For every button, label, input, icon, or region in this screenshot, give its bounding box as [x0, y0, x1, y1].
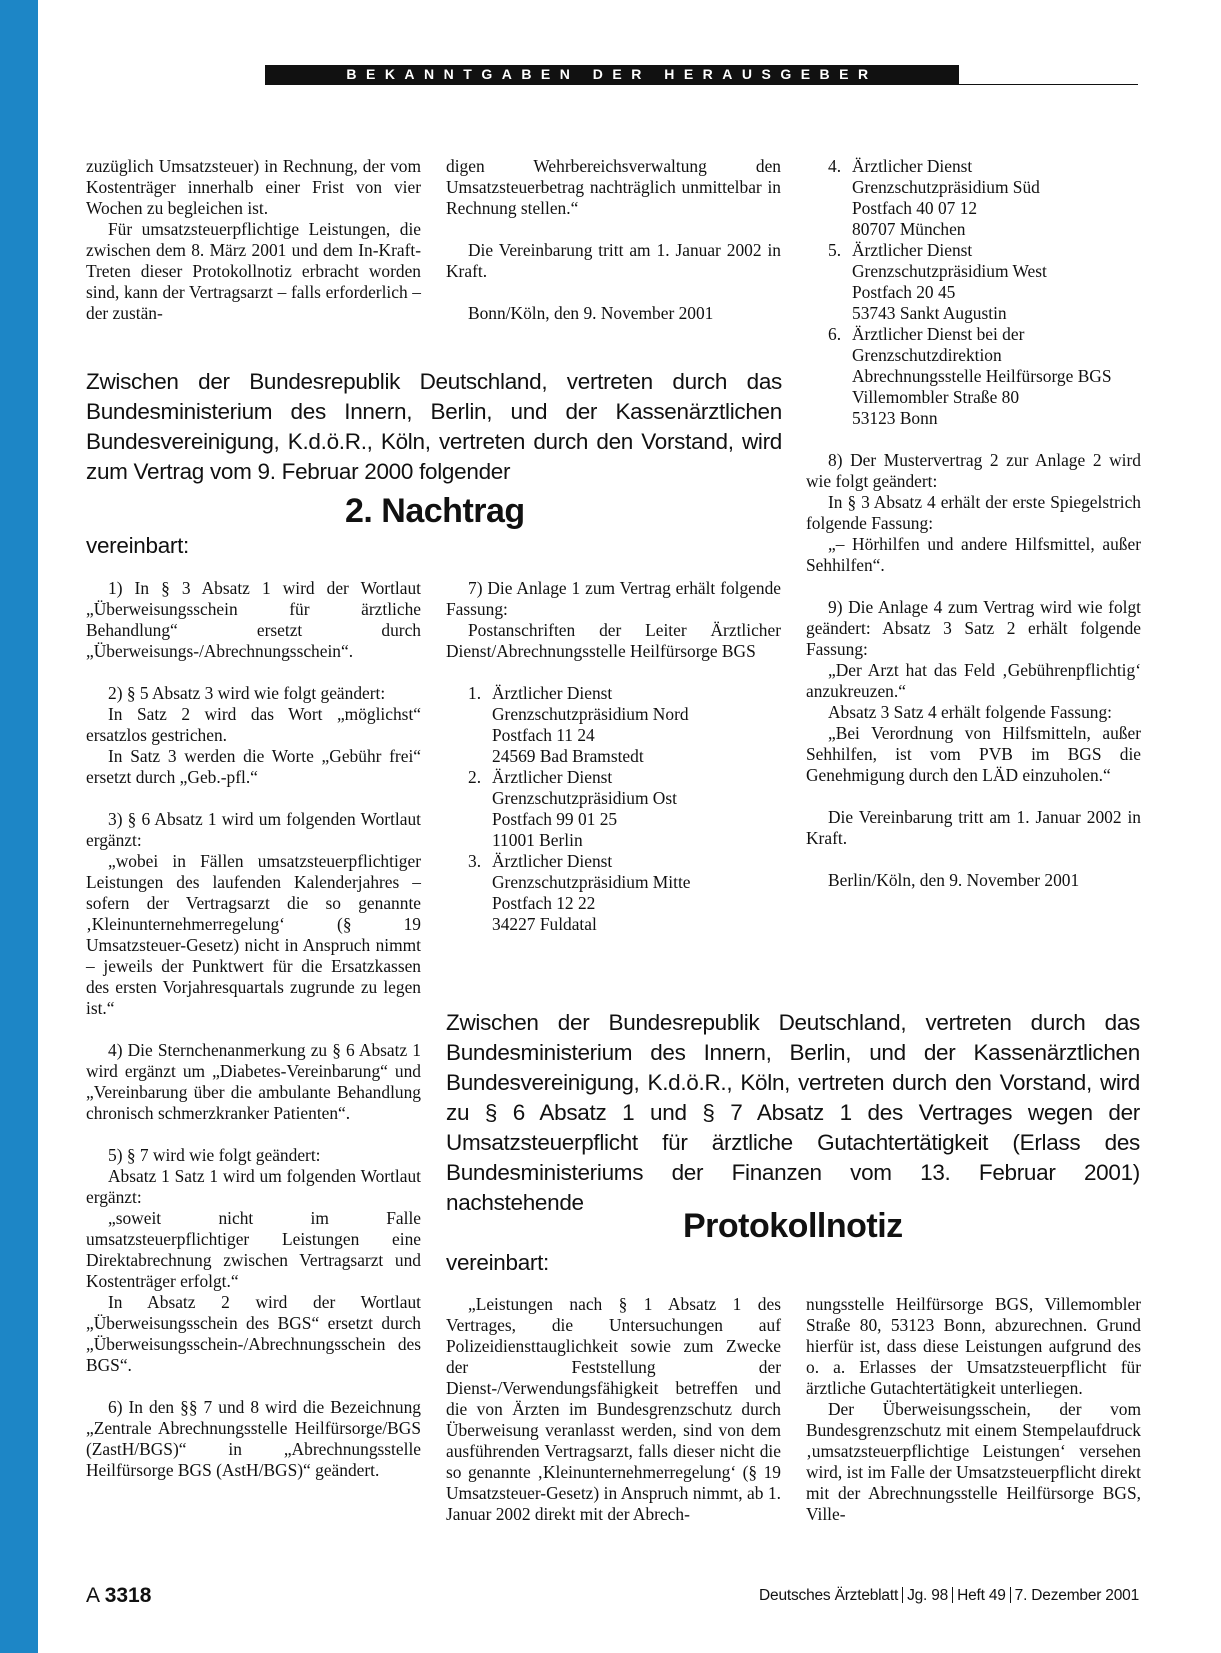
journal-footer: [759, 1587, 1139, 1605]
protokoll-column-2: [806, 1294, 1141, 1525]
paragraph: „– Hörhilfen und andere Hilfsmittel, außer Sehhilfen“.: [806, 534, 1141, 575]
paragraph: digen Wehrbereichsverwaltung den Umsatzsteuerbetrag nachträglich unmittelbar in Rechnung stellen.“: [446, 156, 781, 218]
nachtrag-title: 2. Nachtrag: [345, 492, 525, 530]
address-item: 4. Ärztlicher Dienst Grenzschutzpräsidium Süd Postfach 40 07 12 80707 München: [828, 156, 1040, 239]
nachtrag-column-1: [86, 578, 421, 1481]
paragraph: In Absatz 2 wird der Wortlaut „Überweisungsschein des BGS“ ersetzt durch „Überweisungsschein-/Abrechnungsschein des BGS“.: [86, 1292, 421, 1375]
nachtrag-column-3: [806, 156, 1141, 891]
paragraph: „wobei in Fällen umsatzsteuerpflichtiger Leistungen des laufenden Kalenderjahres – sofern der Vertragsarzt die so genannte ‚Kleinunternehmerregelung‘ (§ 19 Umsatzsteuer-Gesetz) nicht in Anspruch nimmt – jeweils der Punktwert für die Ersatzkassen des ersten Vorjahresquartals zugrunde zu legen ist.“: [86, 851, 421, 1018]
paragraph: 9) Die Anlage 4 zum Vertrag wird wie folgt geändert: Absatz 3 Satz 2 erhält folgende Fassung:: [806, 597, 1141, 659]
paragraph: Postanschriften der Leiter Ärztlicher Dienst/Abrechnungsstelle Heilfürsorge BGS: [446, 620, 781, 661]
paragraph: Der Überweisungsschein, der vom Bundesgrenzschutz mit einem Stempelaufdruck ‚umsatzsteuerpflichtige Leistungen‘ versehen wird, ist im Falle der Umsatzsteuerpflicht direkt mit der Abrechnungsstelle Heilfürsorge BGS, Ville-: [806, 1399, 1141, 1524]
paragraph: „Der Arzt hat das Feld ‚Gebührenpflichtig‘ anzukreuzen.“: [806, 660, 1141, 701]
issue-date: 7. Dezember 2001: [1014, 1587, 1139, 1604]
address-list: [446, 683, 781, 935]
top-column-1: [86, 156, 421, 324]
protokoll-vereinbart: vereinbart:: [446, 1250, 550, 1275]
address-item: 2. Ärztlicher Dienst Grenzschutzpräsidium Ost Postfach 99 01 25 11001 Berlin: [468, 767, 677, 850]
issue: Heft 49: [957, 1587, 1006, 1604]
nachtrag-column-2: [446, 578, 781, 935]
paragraph: In Satz 3 werden die Worte „Gebühr frei“ ersetzt durch „Geb.-pfl.“: [86, 746, 421, 787]
address-item: 3. Ärztlicher Dienst Grenzschutzpräsidium Mitte Postfach 12 22 34227 Fuldatal: [468, 851, 691, 934]
paragraph: 7) Die Anlage 1 zum Vertrag erhält folgende Fassung:: [446, 578, 781, 619]
page-number: A 3318: [86, 1584, 152, 1607]
protokoll-intro: Zwischen der Bundesrepublik Deutschland, vertreten durch das Bundesministerium des Innern, Berlin, und der Kassenärztlichen Bundesvereinigung, K.d.ö.R., Köln, vertreten durch den Vorstand, wird zu § 6 Absatz 1 und § 7 Absatz 1 des Vertrages wegen der Umsatzsteuerpflicht für ärztliche Gutachtertätigkeit (Erlass des Bundesministeriums der Finanzen vom 13. Februar 2001) nachstehende: [446, 1010, 1140, 1215]
top-column-2: [446, 156, 781, 324]
paragraph: Absatz 3 Satz 4 erhält folgende Fassung:: [828, 702, 1112, 722]
paragraph: 3) § 6 Absatz 1 wird um folgenden Wortlaut ergänzt:: [86, 809, 421, 850]
address-item: 1. Ärztlicher Dienst Grenzschutzpräsidium Nord Postfach 11 24 24569 Bad Bramstedt: [468, 683, 689, 766]
header-rule: [265, 84, 1138, 85]
paragraph: In Satz 2 wird das Wort „möglichst“ ersatzlos gestrichen.: [86, 704, 421, 745]
signature-line: Bonn/Köln, den 9. November 2001: [468, 303, 714, 323]
paragraph: Die Vereinbarung tritt am 1. Januar 2002 in Kraft.: [446, 240, 781, 281]
address-list: [806, 156, 1141, 429]
nachtrag-intro: Zwischen der Bundesrepublik Deutschland, vertreten durch das Bundesministerium des Innern, Berlin, und der Kassenärztlichen Bundesvereinigung, K.d.ö.R., Köln, vertreten durch den Vorstand, wird zum Vertrag vom 9. Februar 2000 folgender: [86, 369, 782, 484]
paragraph: zuzüglich Umsatzsteuer) in Rechnung, der vom Kostenträger innerhalb einer Frist von vier Wochen zu begleichen ist.: [86, 156, 421, 218]
blue-edge-stripe: [0, 0, 38, 1653]
nachtrag-vereinbart: vereinbart:: [86, 533, 190, 558]
paragraph: „soweit nicht im Falle umsatzsteuerpflichtiger Leistungen eine Direktabrechnung zwischen Vertragsarzt und Kostenträger erfolgt.“: [86, 1208, 421, 1291]
paragraph: Die Vereinbarung tritt am 1. Januar 2002 in Kraft.: [806, 807, 1141, 848]
protokoll-title: Protokollnotiz: [683, 1207, 903, 1245]
paragraph: 4) Die Sternchenanmerkung zu § 6 Absatz 1 wird ergänzt um „Diabetes-Vereinbarung“ und „Vereinbarung über die ambulante Behandlung chronisch schmerzkranker Patienten“.: [86, 1040, 421, 1123]
address-item: 5. Ärztlicher Dienst Grenzschutzpräsidium West Postfach 20 45 53743 Sankt Augustin: [828, 240, 1047, 323]
paragraph: Für umsatzsteuerpflichtige Leistungen, die zwischen dem 8. März 2001 und dem In-Kraft-Treten dieser Protokollnotiz erbracht worden sind, kann der Vertragsarzt – falls erforderlich – der zustän-: [86, 219, 421, 323]
paragraph: 6) In den §§ 7 und 8 wird die Bezeichnung „Zentrale Abrechnungsstelle Heilfürsorge/BGS (ZastH/BGS)“ in „Abrechnungsstelle Heilfürsorge BGS (AstH/BGS)“ geändert.: [86, 1397, 421, 1480]
protokoll-column-1: [446, 1294, 781, 1525]
paragraph: Absatz 1 Satz 1 wird um folgenden Wortlaut ergänzt:: [86, 1166, 421, 1207]
paragraph: „Bei Verordnung von Hilfsmitteln, außer Sehhilfen, ist vom PVB im BGS die Genehmigung durch den LÄD einzuholen.“: [806, 723, 1141, 785]
paragraph: nungsstelle Heilfürsorge BGS, Villemombler Straße 80, 53123 Bonn, abzurechnen. Grund hierfür ist, dass diese Leistungen aufgrund des o. a. Erlasses der Umsatzsteuerpflicht für ärztliche Gutachtertätigkeit unterliegen.: [806, 1294, 1141, 1398]
paragraph: In § 3 Absatz 4 erhält der erste Spiegelstrich folgende Fassung:: [806, 492, 1141, 533]
address-item: 6. Ärztlicher Dienst bei der Grenzschutzdirektion Abrechnungsstelle Heilfürsorge BGS Villemombler Straße 80 53123 Bonn: [828, 324, 1112, 428]
volume: Jg. 98: [907, 1587, 949, 1604]
signature-line: Berlin/Köln, den 9. November 2001: [828, 870, 1080, 890]
journal-name: Deutsches Ärzteblatt: [759, 1587, 899, 1604]
section-header: BEKANNTGABEN DER HERAUSGEBER: [265, 65, 959, 84]
paragraph: 1) In § 3 Absatz 1 wird der Wortlaut „Überweisungsschein für ärztliche Behandlung“ ersetzt durch „Überweisungs-/Abrechnungsschein“.: [86, 578, 421, 661]
paragraph: 2) § 5 Absatz 3 wird wie folgt geändert:: [108, 683, 386, 703]
paragraph: 8) Der Mustervertrag 2 zur Anlage 2 wird wie folgt geändert:: [806, 450, 1141, 491]
paragraph: „Leistungen nach § 1 Absatz 1 des Vertrages, die Untersuchungen auf Polizeidiensttauglichkeit sowie zum Zwecke der Feststellung der Dienst-/Verwendungsfähigkeit betreffen und die von Ärzten im Bundesgrenzschutz durch Überweisung veranlasst werden, sind von dem ausführenden Vertragsarzt, falls dieser nicht die so genannte ‚Kleinunternehmerregelung‘ (§ 19 Umsatzsteuer-Gesetz) in Anspruch nimmt, ab 1. Januar 2002 direkt mit der Abrech-: [446, 1294, 781, 1524]
paragraph: 5) § 7 wird wie folgt geändert:: [108, 1145, 321, 1165]
